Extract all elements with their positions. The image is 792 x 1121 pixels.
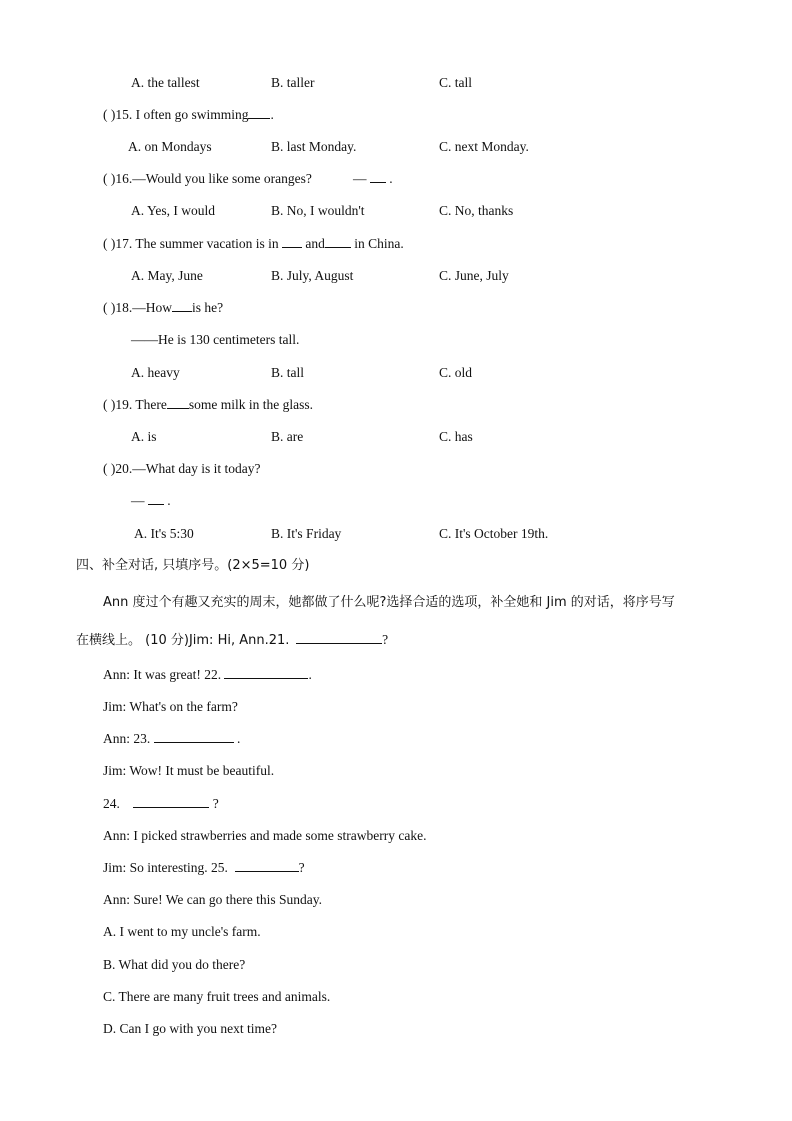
answer-blank (148, 492, 164, 505)
q18-reply: ——He is 130 centimeters tall. (131, 332, 300, 347)
q15-stem-end: . (270, 107, 274, 122)
answer-blank-21 (296, 631, 382, 644)
dialogue-line (103, 859, 305, 877)
dialogue-end: . (233, 731, 241, 746)
q17-stem-part1: ( )17. The summer vacation is in (103, 236, 279, 251)
q16-stem: ( )16.—Would you like some oranges? (103, 171, 312, 186)
answer-blank (370, 170, 386, 183)
q20-option-c: C. It's October 19th. (439, 526, 549, 541)
dialogue-end: ? (209, 796, 219, 811)
dialogue-line (103, 730, 240, 748)
dialogue-text: Ann: It was great! 22. (103, 667, 222, 682)
q17-stem-part2: and (305, 236, 325, 251)
q19-option-b: B. are (271, 429, 304, 444)
q18-stem-text: ( )18.—How (103, 300, 172, 315)
q18-stem (103, 299, 223, 317)
dialogue-text: Ann: 23. (103, 731, 151, 746)
q17-option-a: A. May, June (131, 268, 203, 283)
q16-option-b: B. No, I wouldn't (271, 203, 365, 218)
q20-stem: ( )20.—What day is it today? (103, 461, 261, 476)
choice-a: A. I went to my uncle's farm. (103, 924, 261, 939)
choice-c: C. There are many fruit trees and animals. (103, 989, 331, 1004)
dialogue-line (103, 666, 312, 684)
q15-stem (103, 106, 274, 124)
q20-option-b: B. It's Friday (271, 526, 342, 541)
answer-blank (248, 106, 270, 119)
section-4-heading: 四、补全对话, 只填序号。(2×5=10 分) (76, 558, 310, 573)
q16-reply-end: . (389, 171, 393, 186)
dialogue-end: . (308, 667, 312, 682)
dialogue-line: Jim: What's on the farm? (103, 699, 238, 714)
dialogue-end: ? (298, 860, 305, 875)
q14-option-b: B. taller (271, 75, 315, 90)
section-4-intro-line2 (76, 631, 388, 650)
q15-stem-text: ( )15. I often go swimming (103, 107, 249, 122)
q15-option-b: B. last Monday. (271, 139, 357, 154)
q19-option-c: C. has (439, 429, 473, 444)
answer-blank (167, 396, 189, 409)
q18-option-a: A. heavy (131, 365, 180, 380)
q19-stem-end: some milk in the glass. (188, 397, 313, 412)
q20-option-a: A. It's 5:30 (134, 526, 194, 541)
dialogue-line: Ann: Sure! We can go there this Sunday. (103, 892, 322, 907)
answer-blank-24 (133, 795, 209, 808)
section-4-intro-line1: Ann 度过个有趣又充实的周末，她都做了什么呢?选择合适的选项，补全她和 Jim 的对话，将序号写 (103, 595, 675, 610)
answer-blank (282, 235, 302, 248)
q19-stem-text: ( )19. There (103, 397, 167, 412)
q19-option-a: A. is (131, 429, 157, 444)
answer-blank-25 (235, 859, 299, 872)
dialogue-line (103, 795, 219, 813)
answer-blank-23 (154, 730, 234, 743)
q15-option-a: A. on Mondays (128, 139, 212, 154)
q17-stem-part3: in China. (354, 236, 404, 251)
q15-option-c: C. next Monday. (439, 139, 529, 154)
intro-line2-end: ? (382, 632, 389, 647)
dialogue-text: 24. (103, 796, 120, 811)
q19-stem (103, 396, 313, 414)
q16-reply (353, 170, 393, 188)
q17-stem (103, 235, 404, 253)
dialogue-text: Jim: So interesting. 25. (103, 860, 228, 875)
answer-blank (325, 235, 351, 248)
q14-option-c: C. tall (439, 75, 472, 90)
intro-line2-text: 在横线上。 (10 分)Jim: Hi, Ann.21. (76, 633, 290, 648)
q18-stem-end: is he? (192, 300, 224, 315)
choice-d: D. Can I go with you next time? (103, 1021, 277, 1036)
dialogue-line: Jim: Wow! It must be beautiful. (103, 763, 275, 778)
dialogue-line: Ann: I picked strawberries and made some strawberry cake. (103, 828, 427, 843)
choice-b: B. What did you do there? (103, 957, 246, 972)
q18-option-c: C. old (439, 365, 473, 380)
q16-option-a: A. Yes, I would (131, 203, 216, 218)
q17-option-b: B. July, August (271, 268, 354, 283)
q20-reply-dash: — (131, 493, 145, 508)
q16-reply-dash: — (353, 171, 367, 186)
q16-option-c: C. No, thanks (439, 203, 514, 218)
q18-option-b: B. tall (271, 365, 304, 380)
q20-reply-end: . (167, 493, 171, 508)
answer-blank-22 (224, 666, 308, 679)
q20-reply (131, 492, 171, 510)
q17-option-c: C. June, July (439, 268, 509, 283)
q14-option-a: A. the tallest (131, 75, 200, 90)
answer-blank (172, 299, 192, 312)
